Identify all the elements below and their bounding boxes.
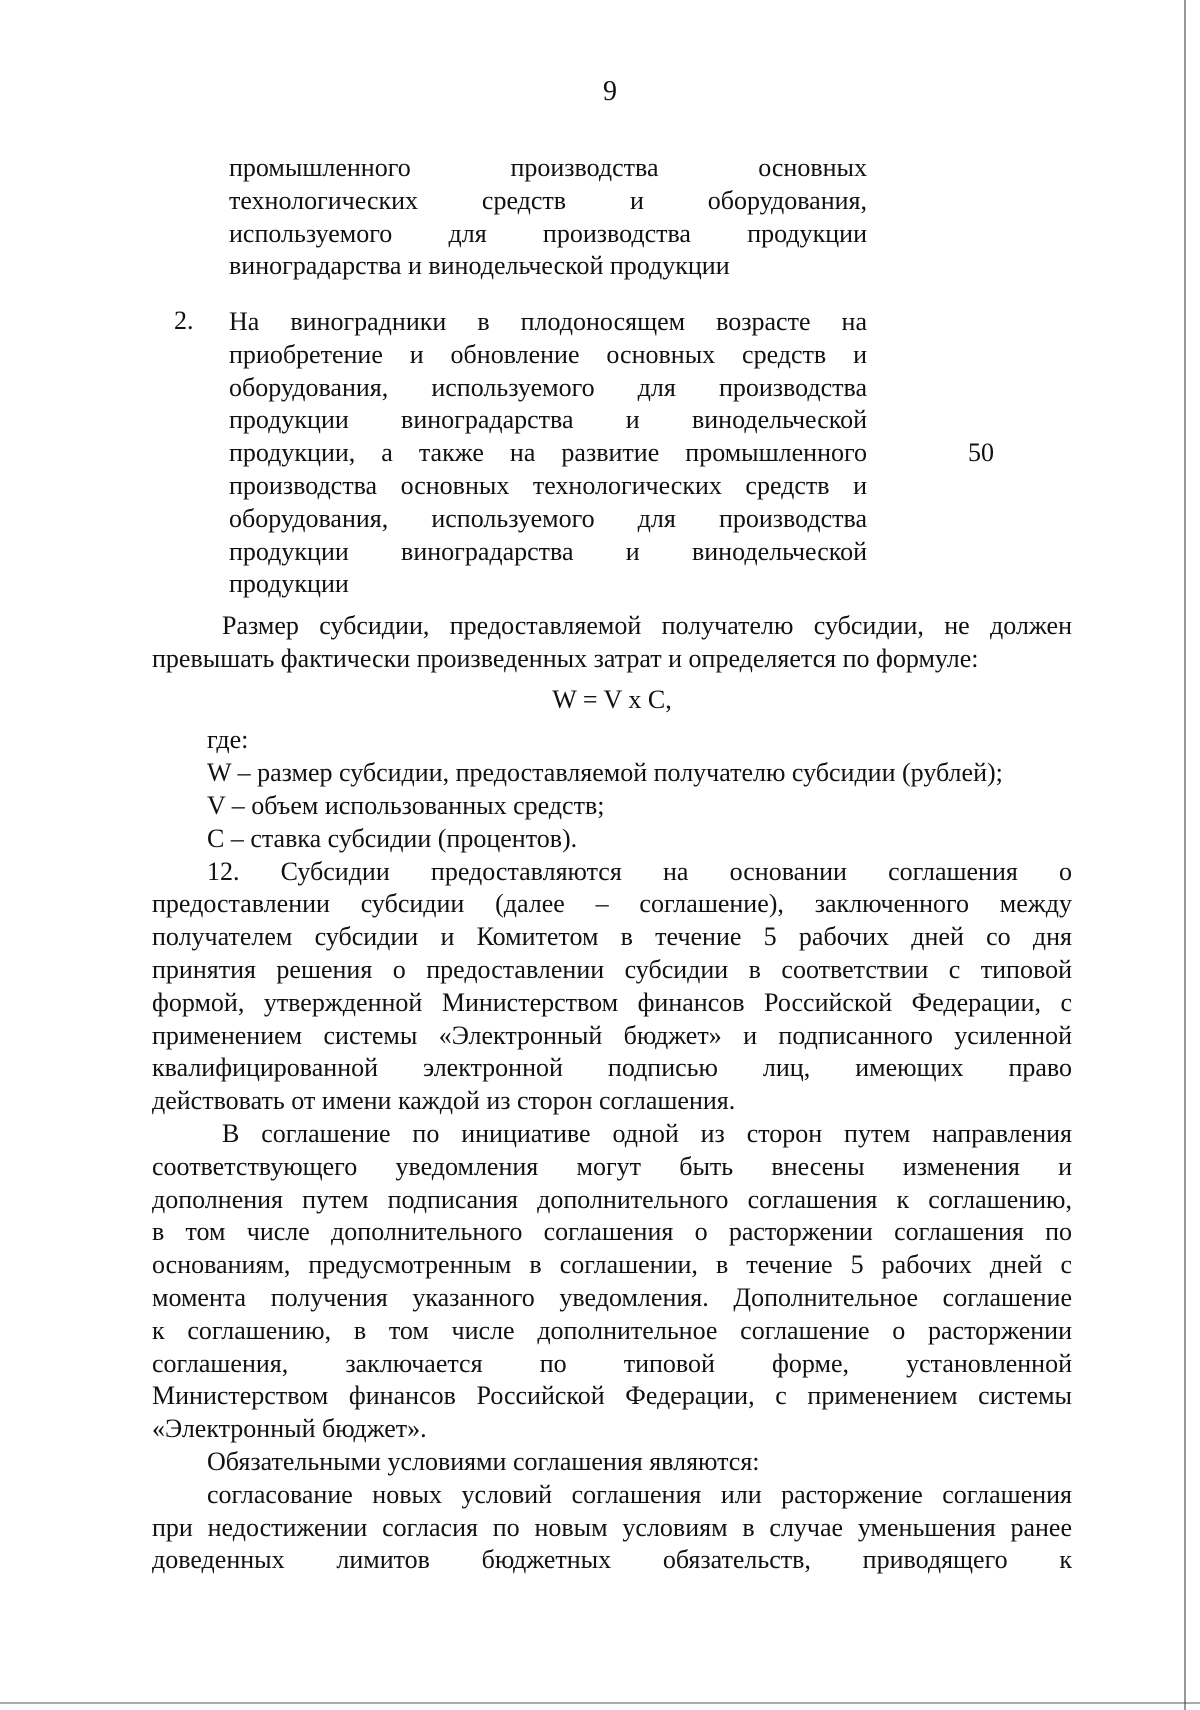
text-line: используемого для производства продукции — [229, 218, 867, 248]
table-row2-number: 2. — [174, 306, 194, 335]
text-line: оборудования, используемого для производства — [229, 372, 867, 402]
text-line: действовать от имени каждой из сторон соглашения. — [152, 1086, 736, 1116]
text-line: доведенных лимитов бюджетных обязательств, приводящего к — [152, 1545, 1072, 1575]
text-line: продукции виноградарства и винодельческой — [229, 536, 867, 566]
table-row2-value: 50 — [968, 438, 994, 467]
formula: W = V x C, — [552, 684, 672, 714]
body-text — [152, 610, 1072, 1577]
text-line: в том числе дополнительного соглашения о расторжении соглашения по — [152, 1217, 1072, 1247]
text-line: предоставлении субсидии (далее – соглашение), заключенного между — [152, 889, 1072, 919]
text-line: Министерством финансов Российской Федерации, с применением системы — [152, 1381, 1072, 1411]
where-label: где: — [207, 725, 249, 755]
text-line: превышать фактически произведенных затрат и определяется по формуле: — [152, 643, 979, 673]
text-line: Обязательными условиями соглашения являются: — [207, 1446, 760, 1476]
text-line: согласование новых условий соглашения или расторжение соглашения — [207, 1479, 1072, 1509]
text-line: продукции виноградарства и винодельческой — [229, 405, 867, 435]
text-line: продукции, а также на развитие промышленного — [229, 438, 867, 468]
text-line: формой, утвержденной Министерством финансов Российской Федерации, с — [152, 987, 1072, 1017]
text-line: продукции — [229, 569, 349, 599]
text-line: получателем субсидии и Комитетом в течение 5 рабочих дней со дня — [152, 922, 1072, 952]
definition-c: C – ставка субсидии (процентов). — [207, 823, 578, 853]
text-line: принятия решения о предоставлении субсидии в соответствии с типовой — [152, 954, 1072, 984]
text-line: оборудования, используемого для производства — [229, 503, 867, 533]
text-line: промышленного производства основных — [229, 153, 867, 182]
text-line: В соглашение по инициативе одной из сторон путем направления — [222, 1118, 1072, 1148]
text-line: «Электронный бюджет». — [152, 1414, 427, 1444]
text-line: приобретение и обновление основных средств и — [229, 339, 867, 369]
text-line: при недостижении согласия по новым условиям в случае уменьшения ранее — [152, 1512, 1072, 1542]
text-line: к соглашению, в том числе дополнительное соглашение о расторжении — [152, 1315, 1072, 1345]
text-line: момента получения указанного уведомления. Дополнительное соглашение — [152, 1282, 1072, 1312]
text-line: соглашения, заключается по типовой форме, установленной — [152, 1348, 1072, 1378]
text-line: На виноградники в плодоносящем возрасте на — [229, 307, 867, 336]
definition-w: W – размер субсидии, предоставляемой получателю субсидии (рублей); — [207, 758, 1003, 788]
scan-edge-bottom — [0, 1702, 1200, 1704]
text-line: дополнения путем подписания дополнительного соглашения к соглашению, — [152, 1184, 1072, 1214]
scan-edge-right — [1184, 0, 1186, 1710]
text-line: Размер субсидии, предоставляемой получателю субсидии, не должен — [222, 611, 1072, 640]
page-number: 9 — [603, 76, 617, 107]
text-line: технологических средств и оборудования, — [229, 185, 867, 215]
table-row2-text — [229, 306, 867, 601]
text-line: производства основных технологических средств и — [229, 470, 867, 500]
text-line: виноградарства и винодельческой продукции — [229, 251, 730, 281]
text-line: основаниям, предусмотренным в соглашении, в течение 5 рабочих дней с — [152, 1250, 1072, 1280]
text-line: соответствующего уведомления могут быть внесены изменения и — [152, 1151, 1072, 1181]
table-row1-text — [229, 152, 867, 283]
text-line: квалифицированной электронной подписью лиц, имеющих право — [152, 1053, 1072, 1083]
text-line: 12. Субсидии предоставляются на основании соглашения о — [207, 856, 1072, 886]
definition-v: V – объем использованных средств; — [207, 790, 605, 820]
text-line: применением системы «Электронный бюджет» и подписанного усиленной — [152, 1020, 1072, 1050]
